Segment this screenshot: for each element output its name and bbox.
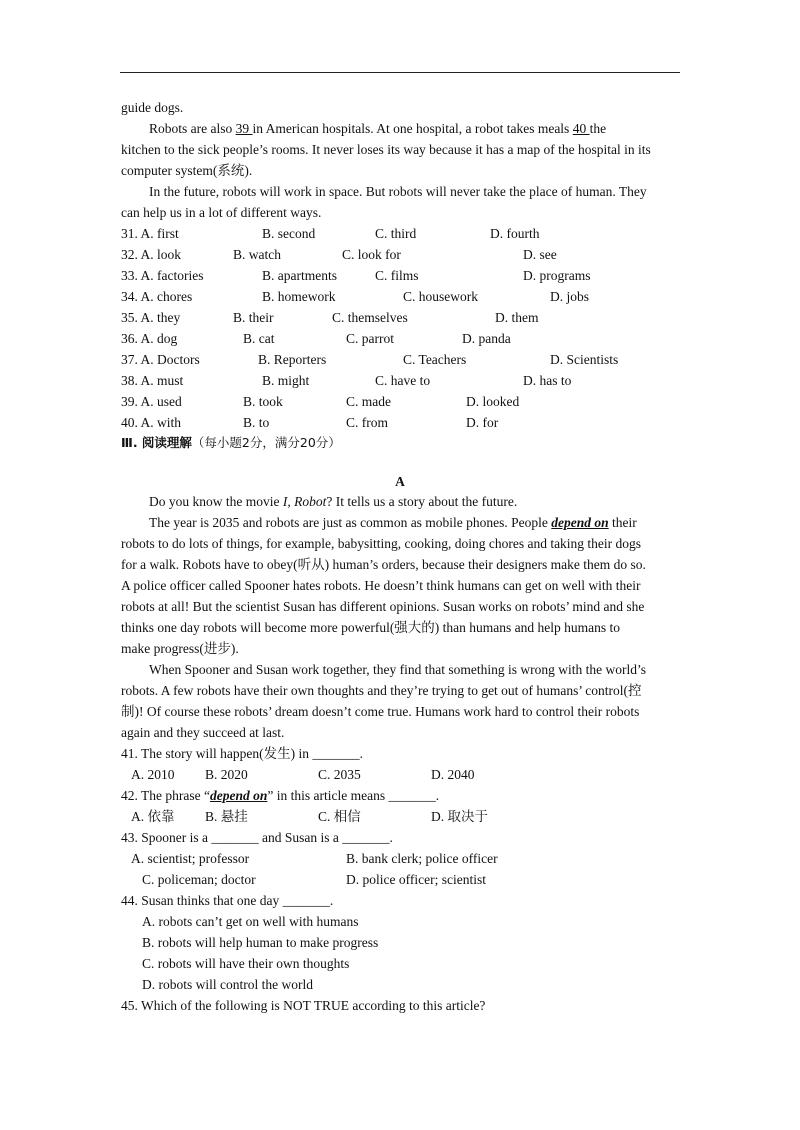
- option: A. 2010: [131, 767, 175, 782]
- passage-line: A police officer called Spooner hates robots. He doesn’t think humans can get on well with their: [121, 578, 641, 593]
- cloze-option-d: D. has to: [523, 373, 572, 388]
- option: D. 2040: [431, 767, 475, 782]
- cloze-option-c: C. have to: [375, 373, 431, 388]
- option: B. 悬挂: [205, 809, 248, 824]
- cloze-option-b: B. watch: [233, 247, 281, 262]
- cloze-option-a: 40. A. with: [121, 415, 182, 430]
- passage-line: guide dogs.: [121, 100, 184, 115]
- option: B. bank clerk; police officer: [346, 851, 498, 866]
- cloze-option-a: 35. A. they: [121, 310, 181, 325]
- cloze-option-b: B. might: [262, 373, 310, 388]
- passage-line: robots at all! But the scientist Susan has different opinions. Susan works on robots’ mind and she: [121, 599, 645, 614]
- option: C. 相信: [318, 809, 361, 824]
- cloze-option-d: D. them: [495, 310, 539, 325]
- cloze-option-d: D. jobs: [550, 289, 590, 304]
- option: A. robots can’t get on well with humans: [142, 914, 359, 929]
- option: A. scientist; professor: [131, 851, 250, 866]
- option: A. 依靠: [131, 809, 175, 824]
- cloze-option-a: 36. A. dog: [121, 331, 178, 346]
- option: C. policeman; doctor: [142, 872, 256, 887]
- passage-line: make progress(进步).: [121, 641, 239, 656]
- passage-line: 制)! Of course these robots’ dream doesn’t come true. Humans work hard to control their robots: [121, 704, 640, 719]
- option: C. robots will have their own thoughts: [142, 956, 350, 971]
- cloze-option-b: B. took: [243, 394, 283, 409]
- cloze-option-d: D. see: [523, 247, 557, 262]
- passage-line: robots to do lots of things, for example, babysitting, cooking, doing chores and taking their dogs: [121, 536, 642, 551]
- cloze-option-d: D. panda: [462, 331, 511, 346]
- cloze-option-a: 38. A. must: [121, 373, 184, 388]
- option: C. 2035: [318, 767, 361, 782]
- cloze-option-b: B. apartments: [262, 268, 337, 283]
- question-42: 42. The phrase “depend on” in this article means _______.: [121, 788, 440, 803]
- cloze-option-c: C. themselves: [332, 310, 408, 325]
- cloze-option-c: C. Teachers: [403, 352, 467, 367]
- cloze-option-a: 33. A. factories: [121, 268, 204, 283]
- question-41: 41. The story will happen(发生) in _______.: [121, 746, 363, 761]
- cloze-option-c: C. housework: [403, 289, 478, 304]
- option: D. police officer; scientist: [346, 872, 486, 887]
- blank-39: 39: [235, 121, 253, 136]
- cloze-option-b: B. cat: [243, 331, 275, 346]
- cloze-option-a: 34. A. chores: [121, 289, 193, 304]
- cloze-option-a: 32. A. look: [121, 247, 182, 262]
- passage-line: can help us in a lot of different ways.: [121, 205, 322, 220]
- cloze-option-b: B. homework: [262, 289, 336, 304]
- option: D. robots will control the world: [142, 977, 313, 992]
- cloze-option-c: C. look for: [342, 247, 401, 262]
- cloze-option-b: B. second: [262, 226, 316, 241]
- passage-line: computer system(系统).: [121, 163, 253, 178]
- movie-title: I, Robot: [282, 494, 327, 509]
- passage-line: again and they succeed at last.: [121, 725, 285, 740]
- cloze-option-b: B. Reporters: [258, 352, 327, 367]
- cloze-option-d: D. looked: [466, 394, 520, 409]
- passage-line: Robots are also 39 in American hospitals. At one hospital, a robot takes meals 40 the: [149, 121, 607, 136]
- key-phrase: depend on: [551, 515, 609, 530]
- cloze-option-c: C. from: [346, 415, 388, 430]
- cloze-option-c: C. made: [346, 394, 391, 409]
- blank-40: 40: [572, 121, 590, 136]
- header-rule: [120, 72, 680, 73]
- option: B. robots will help human to make progress: [142, 935, 379, 950]
- question-45: 45. Which of the following is NOT TRUE according to this article?: [121, 998, 486, 1013]
- cloze-option-d: D. Scientists: [550, 352, 619, 367]
- passage-line: kitchen to the sick people’s rooms. It never loses its way because it has a map of the hospital in its: [121, 142, 651, 157]
- passage-line: Do you know the movie I, Robot? It tells us a story about the future.: [149, 494, 518, 509]
- cloze-option-c: C. third: [375, 226, 417, 241]
- passage-line: robots. A few robots have their own thoughts and they’re trying to get out of humans’ control(控: [121, 683, 642, 698]
- cloze-option-a: 31. A. first: [121, 226, 179, 241]
- section-title: Ⅲ. 阅读理解（每小题2分，满分20分）: [121, 435, 341, 450]
- cloze-option-d: D. programs: [523, 268, 591, 283]
- cloze-option-c: C. parrot: [346, 331, 394, 346]
- passage-line: The year is 2035 and robots are just as common as mobile phones. People depend on their: [149, 515, 637, 530]
- question-43: 43. Spooner is a _______ and Susan is a _______.: [121, 830, 393, 845]
- option: B. 2020: [205, 767, 248, 782]
- cloze-option-b: B. to: [243, 415, 270, 430]
- question-44: 44. Susan thinks that one day _______.: [121, 893, 334, 908]
- passage-line: for a walk. Robots have to obey(听从) human’s orders, because their designers make them do so.: [121, 557, 646, 572]
- cloze-option-d: D. fourth: [490, 226, 540, 241]
- passage-label: A: [395, 474, 405, 489]
- cloze-option-c: C. films: [375, 268, 419, 283]
- passage-line: In the future, robots will work in space. But robots will never take the place of human. They: [149, 184, 647, 199]
- cloze-option-a: 37. A. Doctors: [121, 352, 200, 367]
- cloze-option-d: D. for: [466, 415, 499, 430]
- cloze-option-a: 39. A. used: [121, 394, 182, 409]
- passage-line: When Spooner and Susan work together, they find that something is wrong with the world’s: [149, 662, 647, 677]
- key-phrase: depend on: [209, 788, 268, 803]
- cloze-option-b: B. their: [233, 310, 274, 325]
- passage-line: thinks one day robots will become more powerful(强大的) than humans and help humans to: [121, 620, 621, 635]
- option: D. 取决于: [431, 809, 488, 824]
